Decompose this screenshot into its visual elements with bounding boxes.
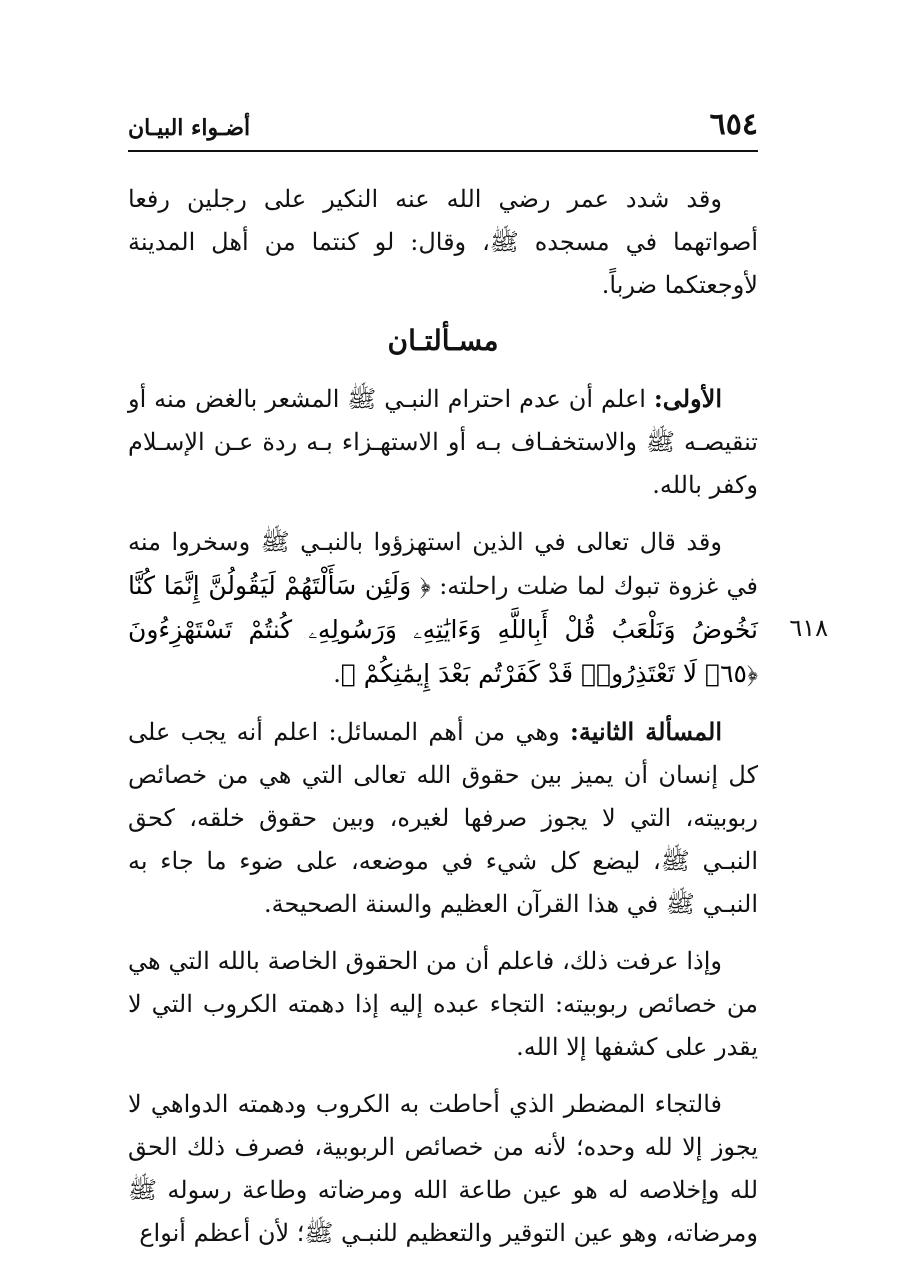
quran-verse: ﴿ وَلَئِن سَأَلْتَهُمْ لَيَقُولُنَّ إِنَّمَا كُنَّا نَخُوضُ وَنَلْعَبُ قُلْ أَبِاللَّهِ وَءَايَٰتِهِۦ وَرَسُولِهِۦ كُنتُمْ تَسْتَهْزِءُونَ ﴿٦٥﴾ لَا تَعْتَذِرُوا۟ قَدْ كَفَرْتُم بَعْدَ إِيمَٰنِكُمْ ﴾ <box>128 571 758 688</box>
paragraph-rights: وإذا عرفت ذلك، فاعلم أن من الحقوق الخاصة بالله التي هي من خصائص ربوبيته: التجاء عبده إليه إذا دهمته الكروب التي لا يقدر على كشفها إلا الله. <box>128 947 758 1061</box>
first-issue-label: الأولى: <box>653 384 722 413</box>
page-number: ٦٥٤ <box>709 107 758 142</box>
body-text <box>128 178 828 1255</box>
second-issue-text: وهي من أهم المسائل: اعلم أنه يجب على كل إنسان أن يميز بين حقوق الله تعالى التي هي من خصائص ربوبيته، التي لا يجوز صرفها لغيره، وبين حقوق خلقه، كحق النبـي ﷺ، ليضع كل شيء في موضعه، على ضوء ما جاء به النبـي ﷺ في هذا القرآن العظيم والسنة الصحيحة. <box>128 718 758 918</box>
book-page <box>128 104 828 1254</box>
paragraph-verse <box>128 521 758 696</box>
running-header <box>128 104 758 152</box>
second-issue-label: المسألة الثانية: <box>570 717 723 746</box>
verse-paragraph-wrap <box>128 521 828 696</box>
verse-intro-text: وقد قال تعالى في الذين استهزؤوا بالنبـي ﷺ وسخروا منه في غزوة تبوك لما ضلت راحلته: <box>128 528 759 600</box>
book-title: أضـواء البيـان <box>128 115 251 141</box>
first-issue-text: اعلم أن عدم احترام النبـي ﷺ المشعر بالغض منه أو تنقيصـه ﷺ والاستخفـاف بـه أو الاستهـزاء بـه ردة عـن الإسـلام وكفر بالله. <box>128 385 758 499</box>
section-heading: مسـألتـان <box>387 324 499 357</box>
paragraph-refuge: فالتجاء المضطر الذي أحاطت به الكروب ودهمته الدواهي لا يجوز إلا لله وحده؛ لأنه من خصائص الربوبية، فصرف ذلك الحق لله وإخلاصه له هو عين طاعة الله ومرضاته وطاعة رسوله ﷺ ومرضاته، وهو عين التوقير والتعظيم للنبـي ﷺ؛ لأن أعظم أنواع <box>128 1090 758 1247</box>
verse-end-punct: . <box>333 660 341 688</box>
paragraph-umar: وقد شدد عمر رضي الله عنه النكير على رجلين رفعا أصواتهما في مسجده ﷺ، وقال: لو كنتما من أهل المدينة لأوجعتكما ضرباً. <box>128 185 758 299</box>
margin-reference-number: ٦١٨ <box>789 614 828 642</box>
paragraph-first-issue <box>128 377 758 507</box>
paragraph-second-issue <box>128 710 758 926</box>
